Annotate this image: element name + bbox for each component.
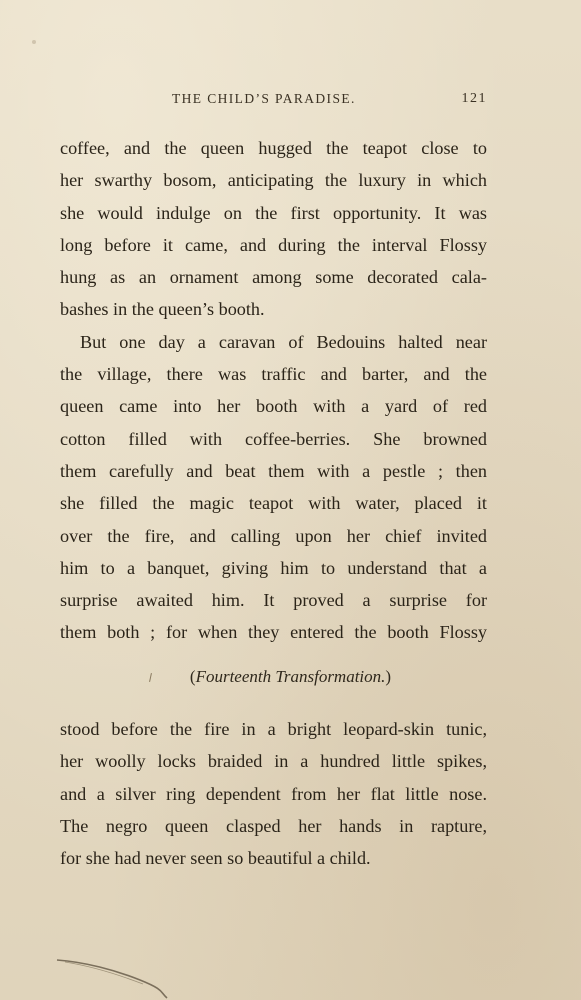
- caption-open-paren: (: [189, 667, 196, 686]
- text-line: her woolly locks braided in a hundred little spikes,: [60, 751, 487, 772]
- text-line-paragraph-start: But one day a caravan of Bedouins halted near: [80, 331, 487, 352]
- text-line: for she had never seen so beautiful a child.: [60, 848, 371, 869]
- text-line: them carefully and beat them with a pestle ; then: [60, 460, 487, 481]
- text-line: bashes in the queen’s booth.: [60, 299, 265, 320]
- text-line: her swarthy bosom, anticipating the luxury in which: [60, 170, 487, 191]
- text-line: surprise awaited him. It proved a surprise for: [60, 590, 487, 611]
- paper-spot: [32, 40, 36, 44]
- caption-close-paren: ): [385, 667, 392, 686]
- text-line: hung as an ornament among some decorated cala-: [60, 267, 487, 288]
- text-line: The negro queen clasped her hands in rapture,: [60, 815, 487, 836]
- text-line: long before it came, and during the interval Flossy: [60, 234, 487, 255]
- text-line: him to a banquet, giving him to understand that a: [60, 557, 487, 578]
- text-line: stood before the fire in a bright leopard-skin tunic,: [60, 719, 487, 739]
- page-header: [172, 91, 487, 111]
- text-line: queen came into her booth with a yard of red: [60, 396, 487, 417]
- text-line: she would indulge on the first opportunity. It was: [60, 202, 487, 223]
- text-line: and a silver ring dependent from her flat little nose.: [60, 783, 487, 804]
- text-line: cotton filled with coffee-berries. She browned: [60, 428, 487, 449]
- text-line: coffee, and the queen hugged the teapot close to: [60, 138, 487, 158]
- running-head: THE CHILD’S PARADISE.: [172, 91, 356, 106]
- text-line: she filled the magic teapot with water, placed it: [60, 493, 487, 514]
- pencil-scratch: [55, 950, 175, 1000]
- caption-label: Fourteenth Transformation.: [195, 667, 386, 686]
- page-number: 121: [461, 91, 487, 106]
- text-line: over the fire, and calling upon her chief invited: [60, 525, 487, 546]
- text-block-upper: [60, 132, 487, 649]
- illustration-caption: [0, 667, 581, 687]
- text-line: them both ; for when they entered the booth Flossy: [60, 622, 487, 643]
- text-block-lower: [60, 713, 487, 874]
- text-line: the village, there was traffic and barter, and the: [60, 364, 487, 385]
